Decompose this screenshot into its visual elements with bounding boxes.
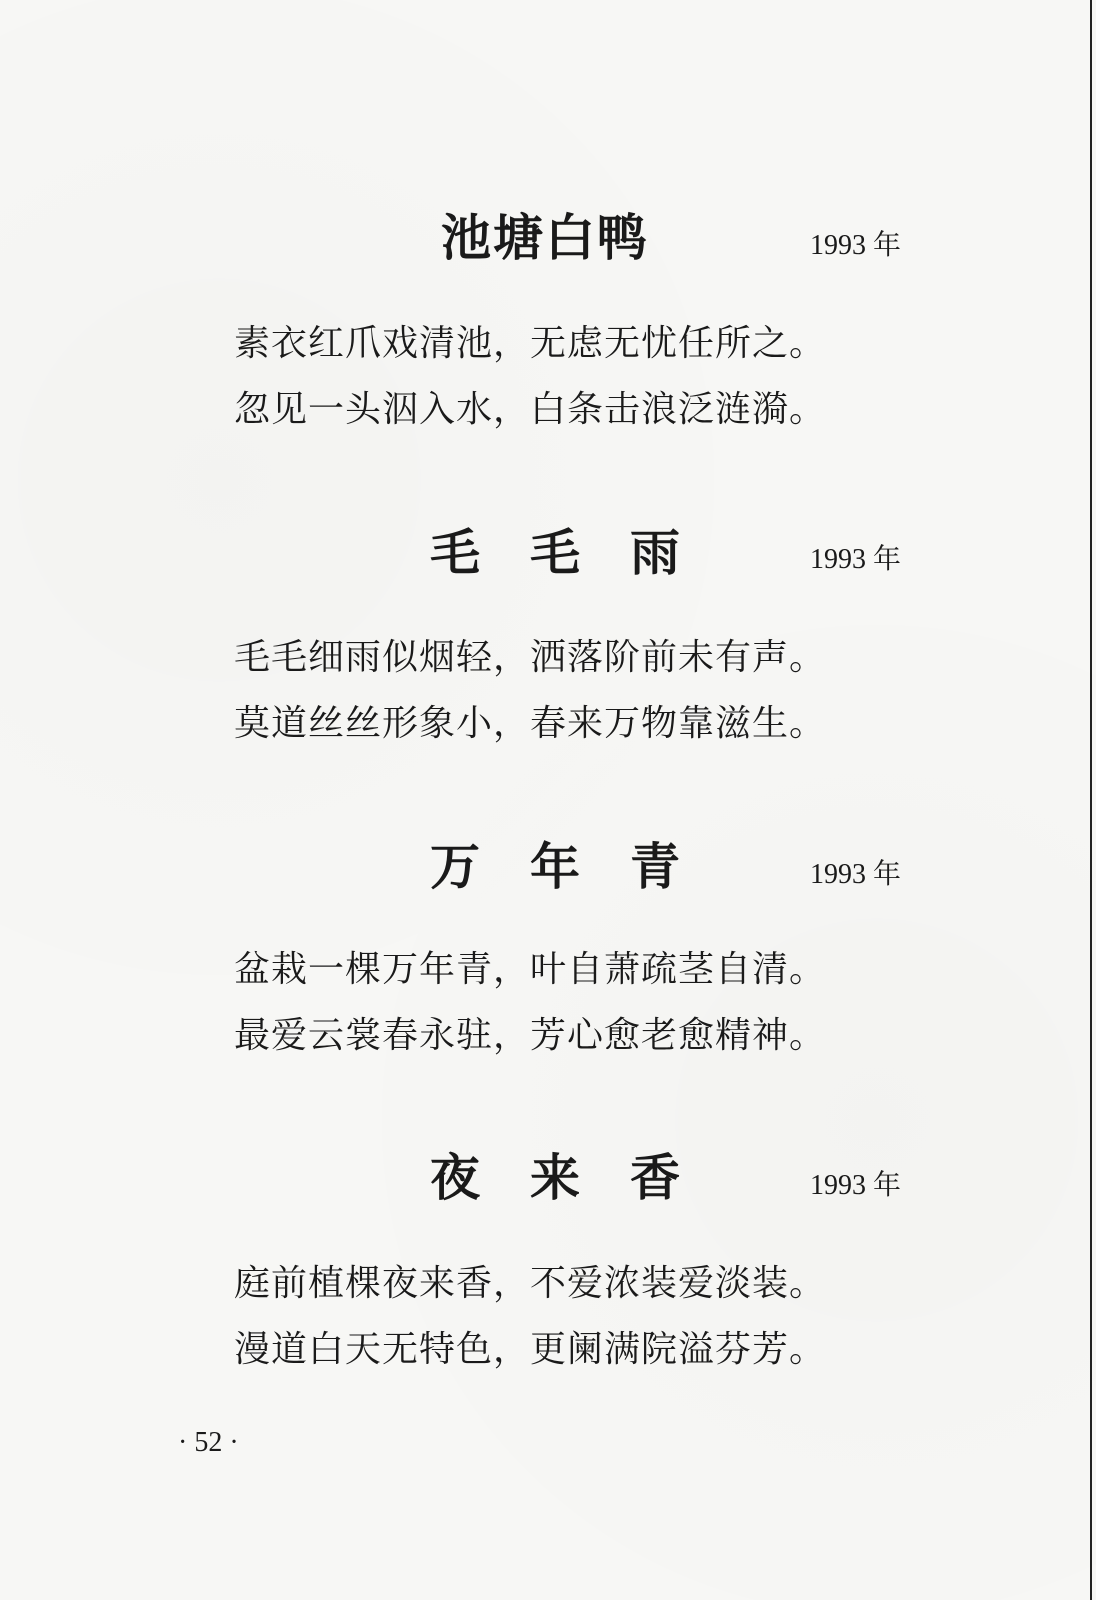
poem-line: 莫道丝丝形象小，春来万物靠滋生。: [234, 703, 827, 744]
poem-line: 漫道白天无特色，更阑满院溢芬芳。: [234, 1329, 827, 1370]
poem-line: 盆栽一棵万年青，叶自萧疏茎自清。: [234, 949, 827, 990]
poem-line: 庭前植棵夜来香，不爱浓装爱淡装。: [234, 1263, 827, 1304]
poem-year: 1993 年: [810, 1170, 902, 1201]
page-edge-line: [1090, 0, 1092, 1600]
poem-line: 最爱云裳春永驻，芳心愈老愈精神。: [234, 1015, 827, 1056]
poem-title: 毛毛雨: [430, 523, 730, 582]
poem-year: 1993 年: [810, 544, 902, 575]
poem-title: 池塘白鸭: [441, 208, 649, 267]
poem-title: 夜来香: [430, 1148, 730, 1207]
poem-line: 忽见一头泅入水，白条击浪泛涟漪。: [234, 389, 827, 430]
page-number: · 52 ·: [178, 1427, 239, 1458]
poem-line: 毛毛细雨似烟轻，洒落阶前未有声。: [234, 637, 827, 678]
poem-line: 素衣红爪戏清池，无虑无忧任所之。: [234, 323, 827, 364]
poem-title: 万年青: [430, 837, 730, 896]
poem-year: 1993 年: [810, 230, 902, 261]
poem-year: 1993 年: [810, 859, 902, 890]
